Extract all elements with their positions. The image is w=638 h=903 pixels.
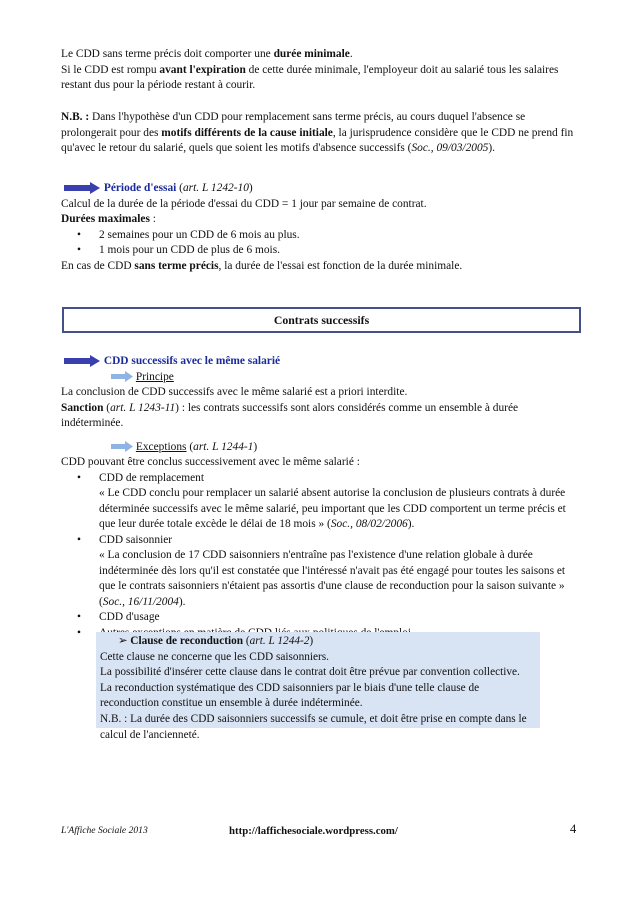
nb-end: ).	[488, 142, 496, 154]
exceptions-intro: CDD pouvant être conclus successivement avec le même salarié :	[61, 456, 360, 468]
exception-quote	[61, 486, 581, 533]
exception-item: • CDD d'usage	[77, 611, 160, 623]
intro-bold: durée minimale	[273, 48, 350, 60]
page-number: 4	[570, 822, 577, 836]
exception-quote	[61, 548, 581, 610]
intro-paragraph	[61, 47, 581, 94]
essai-bullet: • 1 mois pour un CDD de plus de 6 mois.	[77, 244, 280, 256]
clause-line: Cette clause ne concerne que les CDD saisonniers.	[100, 650, 329, 663]
exception-item-text: CDD d'usage	[99, 611, 160, 623]
exception-item: • CDD saisonnier	[77, 533, 173, 546]
clause-ref-open: (	[243, 635, 250, 647]
clause-line: La possibilité d'insérer cette clause dans le contrat doit être prévue par convention collective.	[100, 666, 520, 679]
intro-bold-2: avant l'expiration	[159, 63, 246, 76]
essai-last-bold: sans terme précis	[134, 259, 219, 272]
quote-text: « La conclusion de 17 CDD saisonniers n'entraîne pas l'existence d'une relation globale à durée indéterminée dès lors qu'il est constatée que l'intéressé n'avait pas été engagé pour toutes les saisons et que le contrats saisonniers n'étaient pas assortis d'une clause de reconduction pour la saison suivante » (	[99, 549, 566, 608]
essai-last-text: En cas de CDD	[61, 259, 135, 272]
quote-end: ).	[178, 595, 186, 608]
essai-ref: art. L 1242-10	[182, 182, 249, 194]
essai-bullet-text: 2 semaines pour un CDD de 6 mois au plus.	[99, 228, 300, 241]
essai-max-label: Durées maximales	[61, 213, 150, 225]
clause-title: Clause de reconduction	[130, 635, 244, 647]
essai-bullet-text: 1 mois pour un CDD de plus de 6 mois.	[99, 244, 280, 256]
sanction-text: ) : les contrats successifs sont alors considérés comme un ensemble à durée indéterminée.	[61, 401, 519, 429]
essai-last-text-2: , la durée de l'essai est fonction de la durée minimale.	[218, 259, 463, 272]
clause-line: N.B. : La durée des CDD saisonniers successifs se cumule, et doit être prise en compte dans le calcul de l'ancienneté.	[100, 712, 527, 741]
sanction-label: Sanction	[61, 401, 104, 414]
quote-text: « Le CDD conclu pour remplacer un salarié absent autorise la conclusion de plusieurs contrats à durée déterminée successifs avec le même salarié, peu important que les CDD comportent un terme précis et que leur durée totale excède le délai de 18 mois » (	[99, 487, 566, 530]
principe-heading: Principe	[135, 370, 174, 383]
exceptions-close: )	[253, 440, 258, 453]
footer-url[interactable]: http://laffichesociale.wordpress.com/	[229, 825, 398, 837]
exception-item-text: CDD de remplacement	[99, 471, 205, 484]
arrow-right-icon	[64, 182, 100, 194]
section-title-box	[62, 307, 581, 333]
exceptions-open: (	[186, 440, 194, 453]
arrow-right-icon	[64, 355, 100, 367]
nb-label: N.B. :	[61, 111, 90, 123]
footer-left: L'Affiche Sociale 2013	[61, 825, 148, 836]
nb-text-2: , la jurisprudence considère que le CDD ne prend fin qu'avec le retour du salarié, quels que soient les motifs d'absence successifs (	[61, 126, 574, 154]
arrowhead-bullet-icon: ➢	[118, 635, 128, 647]
nb-bold: motifs différents de la cause initiale	[161, 126, 333, 139]
essai-calc: Calcul de la durée de la période d'essai du CDD = 1 jour par semaine de contrat.	[61, 197, 427, 210]
intro-punct: .	[349, 48, 353, 60]
principe-text: La conclusion de CDD successifs avec le même salarié est a priori interdite.	[61, 386, 408, 398]
successifs-title: CDD successifs avec le même salarié	[103, 355, 281, 367]
clause-ref: art. L 1244-2	[249, 635, 310, 647]
arrow-right-icon	[111, 371, 133, 382]
arrow-right-icon	[111, 441, 133, 452]
exception-item: •	[61, 626, 581, 642]
section-title: Contrats successifs	[273, 313, 370, 327]
exceptions-heading: Exceptions	[135, 440, 187, 453]
nb-citation: Soc., 09/03/2005	[411, 142, 489, 154]
essai-bullet: • 2 semaines pour un CDD de 6 mois au plus.	[77, 228, 300, 241]
nb-text: Dans l'hypothèse d'un CDD pour remplacement sans terme précis, au cours duquel l'absence se prolongerait pour des	[61, 111, 526, 139]
quote-end: ).	[407, 518, 415, 530]
clause-box	[96, 632, 540, 741]
exception-item: • CDD de remplacement	[77, 471, 205, 484]
essai-title: Période d'essai	[103, 182, 177, 194]
sanction-open: (	[103, 401, 111, 414]
exceptions-ref: art. L 1244-1	[193, 440, 254, 453]
intro-text-2: Si le CDD est rompu	[61, 63, 160, 76]
sanction-ref: art. L 1243-11	[110, 401, 176, 414]
nb-paragraph	[61, 110, 581, 157]
essai-ref-close: )	[248, 182, 253, 194]
essai-max-colon: :	[149, 213, 156, 225]
exception-item-text: CDD saisonnier	[99, 533, 173, 546]
clause-ref-close: )	[309, 635, 314, 647]
intro-text: Le CDD sans terme précis doit comporter une	[61, 48, 274, 60]
clause-line: La reconduction systématique des CDD saisonniers par le biais d'une telle clause de reconduction constitue un ensemble à durée indéterminée.	[100, 681, 480, 710]
essai-ref-open: (	[176, 182, 183, 194]
quote-citation: Soc., 16/11/2004	[102, 595, 179, 608]
intro-text-3: de cette durée minimale, l'employeur doit au salarié tous les salaires restant dus pour la période restant à courir.	[61, 63, 559, 91]
successifs-section	[61, 354, 581, 641]
quote-citation: Soc., 08/02/2006	[330, 518, 408, 530]
essai-section	[61, 181, 581, 274]
